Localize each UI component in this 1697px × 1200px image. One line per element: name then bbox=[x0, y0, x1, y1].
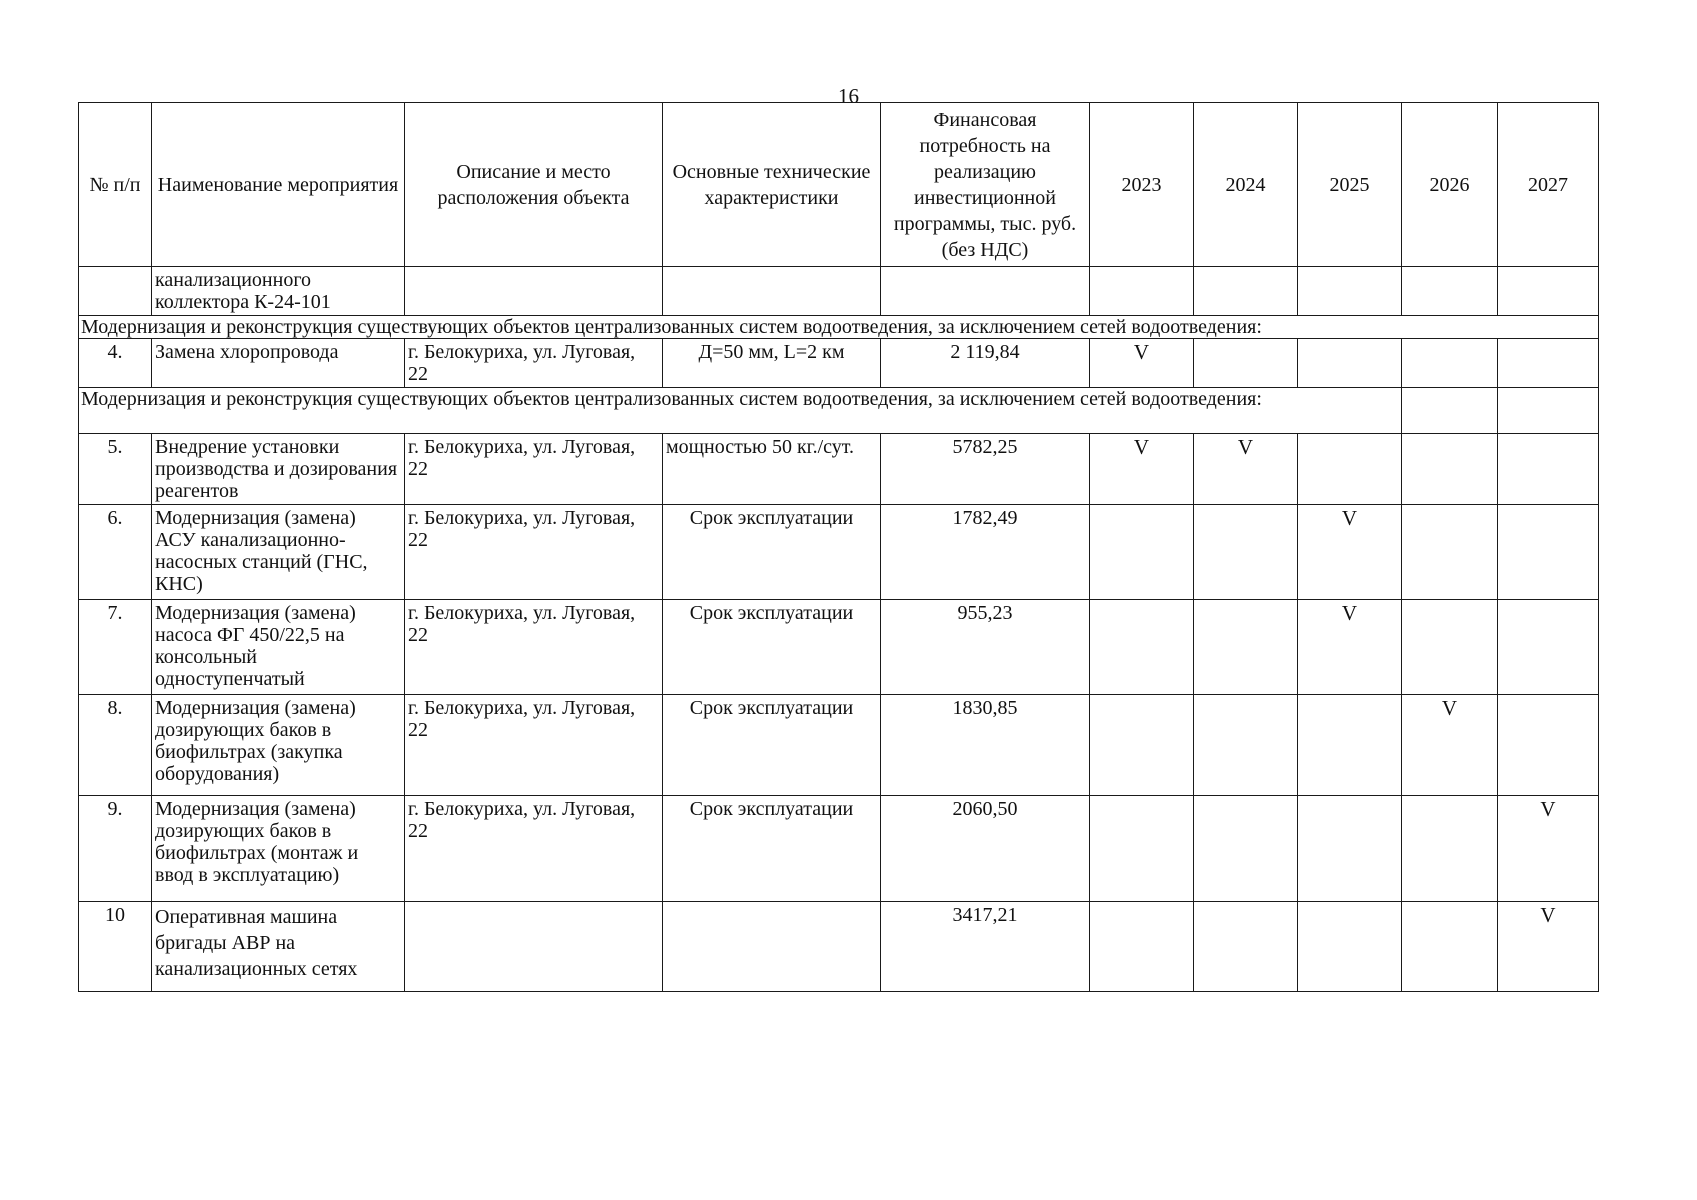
row-mark-2027 bbox=[1498, 695, 1599, 796]
row-mark-2023 bbox=[1090, 796, 1194, 902]
row-mark-2024 bbox=[1194, 695, 1298, 796]
continuation-name: канализационного коллектора К-24-101 bbox=[152, 267, 405, 316]
row-event-name: Модернизация (замена) АСУ канализационно-насосных станций (ГНС, КНС) bbox=[152, 505, 405, 600]
header-year-2025: 2025 bbox=[1298, 103, 1402, 267]
row-mark-2023: V bbox=[1090, 434, 1194, 505]
section-row bbox=[79, 316, 1599, 339]
row-number: 5. bbox=[79, 434, 152, 505]
row-mark-2023 bbox=[1090, 600, 1194, 695]
table-header-row bbox=[79, 103, 1599, 267]
row-number: 8. bbox=[79, 695, 152, 796]
header-financial-need: Финансовая потребность на реализацию инвестиционной программы, тыс. руб. (без НДС) bbox=[881, 103, 1090, 267]
row-number: 7. bbox=[79, 600, 152, 695]
header-year-2027: 2027 bbox=[1498, 103, 1599, 267]
row-event-name: Модернизация (замена) дозирующих баков в биофильтрах (монтаж и ввод в эксплуатацию) bbox=[152, 796, 405, 902]
section-heading: Модернизация и реконструкция существующих объектов централизованных систем водоотведения, за исключением сетей водоотведения: bbox=[79, 388, 1402, 434]
row-finance: 1830,85 bbox=[881, 695, 1090, 796]
row-location: г. Белокуриха, ул. Луговая, 22 bbox=[405, 600, 663, 695]
row-finance: 955,23 bbox=[881, 600, 1090, 695]
table-row bbox=[79, 600, 1599, 695]
header-event-name: Наименование мероприятия bbox=[152, 103, 405, 267]
row-mark-2026 bbox=[1402, 505, 1498, 600]
row-mark-2027 bbox=[1498, 505, 1599, 600]
row-mark-2026 bbox=[1402, 600, 1498, 695]
row-mark-2023 bbox=[1090, 505, 1194, 600]
table-row bbox=[79, 796, 1599, 902]
row-mark-2024 bbox=[1194, 339, 1298, 388]
row-event-name: Замена хлоропровода bbox=[152, 339, 405, 388]
row-mark-2025 bbox=[1298, 434, 1402, 505]
row-finance: 2 119,84 bbox=[881, 339, 1090, 388]
row-mark-2026 bbox=[1402, 434, 1498, 505]
row-location: г. Белокуриха, ул. Луговая, 22 bbox=[405, 505, 663, 600]
table-row bbox=[79, 902, 1599, 992]
row-mark-2024 bbox=[1194, 796, 1298, 902]
section-row bbox=[79, 388, 1599, 434]
table-row bbox=[79, 339, 1599, 388]
row-tech: Срок эксплуатации bbox=[663, 796, 881, 902]
row-mark-2024 bbox=[1194, 902, 1298, 992]
row-tech: мощностью 50 кг./сут. bbox=[663, 434, 881, 505]
row-tech: Срок эксплуатации bbox=[663, 505, 881, 600]
row-mark-2027 bbox=[1498, 339, 1599, 388]
table-row bbox=[79, 434, 1599, 505]
page-number: 16 bbox=[838, 84, 859, 108]
row-number: 6. bbox=[79, 505, 152, 600]
row-finance: 3417,21 bbox=[881, 902, 1090, 992]
row-location bbox=[405, 902, 663, 992]
row-mark-2027: V bbox=[1498, 796, 1599, 902]
header-number: № п/п bbox=[79, 103, 152, 267]
row-mark-2025 bbox=[1298, 902, 1402, 992]
row-mark-2023 bbox=[1090, 902, 1194, 992]
table-row bbox=[79, 505, 1599, 600]
row-mark-2024: V bbox=[1194, 434, 1298, 505]
row-mark-2025: V bbox=[1298, 600, 1402, 695]
header-location: Описание и место расположения объекта bbox=[405, 103, 663, 267]
row-mark-2026 bbox=[1402, 339, 1498, 388]
row-mark-2025: V bbox=[1298, 505, 1402, 600]
header-year-2026: 2026 bbox=[1402, 103, 1498, 267]
row-location: г. Белокуриха, ул. Луговая, 22 bbox=[405, 339, 663, 388]
row-mark-2027 bbox=[1498, 434, 1599, 505]
row-location: г. Белокуриха, ул. Луговая, 22 bbox=[405, 695, 663, 796]
row-number: 4. bbox=[79, 339, 152, 388]
row-tech: Д=50 мм, L=2 км bbox=[663, 339, 881, 388]
row-finance: 5782,25 bbox=[881, 434, 1090, 505]
continuation-row bbox=[79, 267, 1599, 316]
row-mark-2023: V bbox=[1090, 339, 1194, 388]
row-finance: 1782,49 bbox=[881, 505, 1090, 600]
row-finance: 2060,50 bbox=[881, 796, 1090, 902]
row-number: 9. bbox=[79, 796, 152, 902]
row-location: г. Белокуриха, ул. Луговая, 22 bbox=[405, 434, 663, 505]
row-tech bbox=[663, 902, 881, 992]
row-event-name: Внедрение установки производства и дозирования реагентов bbox=[152, 434, 405, 505]
row-mark-2026 bbox=[1402, 796, 1498, 902]
row-mark-2025 bbox=[1298, 695, 1402, 796]
row-mark-2025 bbox=[1298, 796, 1402, 902]
investment-program-table bbox=[78, 102, 1599, 992]
row-location: г. Белокуриха, ул. Луговая, 22 bbox=[405, 796, 663, 902]
row-event-name: Модернизация (замена) насоса ФГ 450/22,5 на консольный одноступенчатый bbox=[152, 600, 405, 695]
row-event-name: Модернизация (замена) дозирующих баков в биофильтрах (закупка оборудования) bbox=[152, 695, 405, 796]
header-year-2023: 2023 bbox=[1090, 103, 1194, 267]
section-heading: Модернизация и реконструкция существующих объектов централизованных систем водоотведения, за исключением сетей водоотведения: bbox=[79, 316, 1599, 339]
row-mark-2027 bbox=[1498, 600, 1599, 695]
header-technical-characteristics: Основные технические характеристики bbox=[663, 103, 881, 267]
row-mark-2024 bbox=[1194, 505, 1298, 600]
row-number: 10 bbox=[79, 902, 152, 992]
header-year-2024: 2024 bbox=[1194, 103, 1298, 267]
row-mark-2026: V bbox=[1402, 695, 1498, 796]
row-event-name: Оперативная машина бригады АВР на канализационных сетях bbox=[152, 902, 405, 992]
row-mark-2023 bbox=[1090, 695, 1194, 796]
row-mark-2027: V bbox=[1498, 902, 1599, 992]
row-tech: Срок эксплуатации bbox=[663, 695, 881, 796]
row-mark-2025 bbox=[1298, 339, 1402, 388]
row-tech: Срок эксплуатации bbox=[663, 600, 881, 695]
table-row bbox=[79, 695, 1599, 796]
row-mark-2026 bbox=[1402, 902, 1498, 992]
row-mark-2024 bbox=[1194, 600, 1298, 695]
